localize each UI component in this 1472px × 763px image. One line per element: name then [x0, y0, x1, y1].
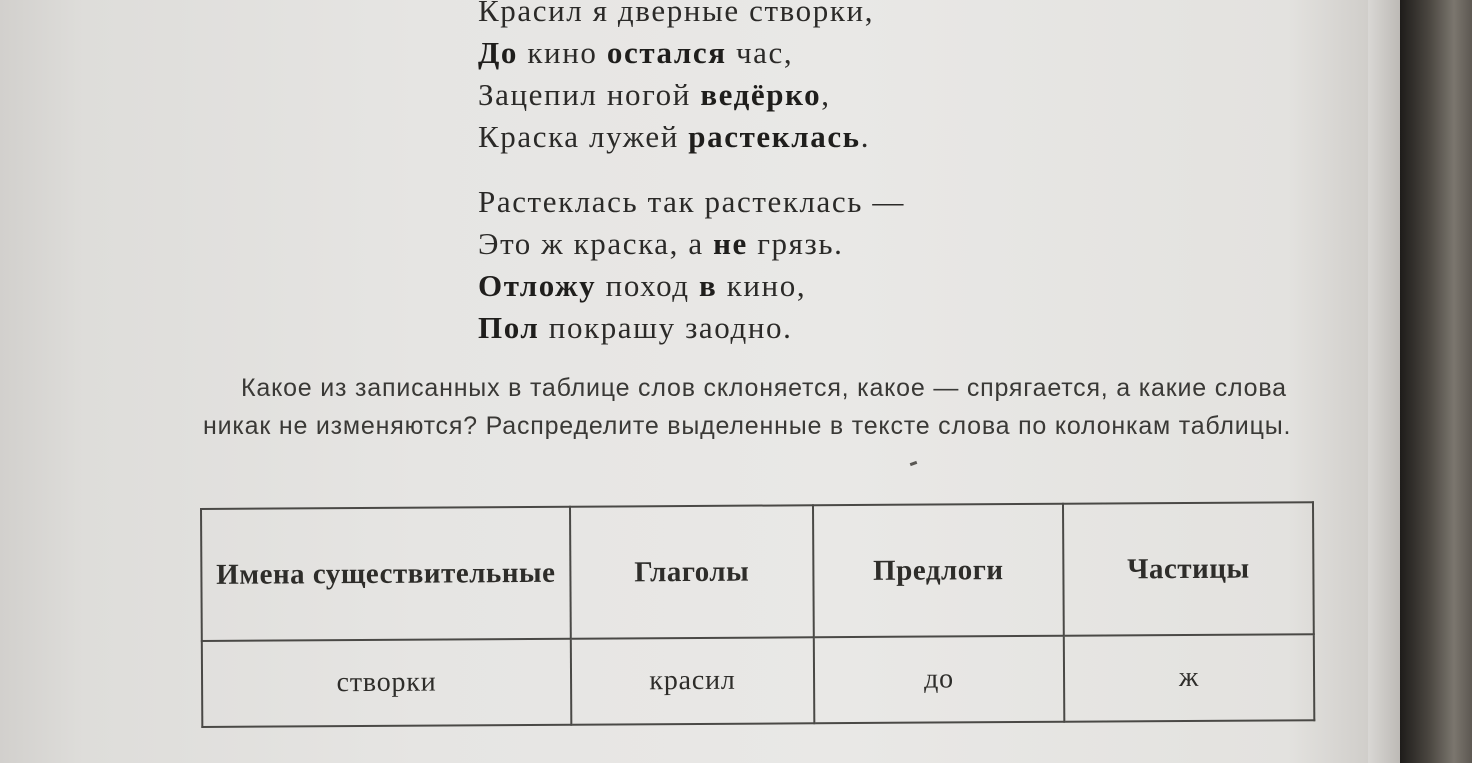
table-header-row: [201, 502, 1314, 641]
cell-particle: ж: [1064, 634, 1314, 722]
poem-highlighted-word: Отложу: [478, 268, 597, 303]
poem-highlighted-word: До: [478, 35, 519, 70]
header-verbs: Глаголы: [570, 505, 814, 638]
poem-line: [478, 223, 905, 265]
poem-line: [478, 0, 874, 32]
poem-highlighted-word: Пол: [478, 310, 540, 345]
poem-line: [478, 265, 905, 307]
table-row: [202, 634, 1315, 727]
poem-highlighted-word: не: [713, 226, 748, 261]
header-particles: Частицы: [1063, 502, 1314, 636]
poem-text: .: [860, 119, 871, 154]
poem-highlighted-word: ведёрко: [700, 77, 822, 112]
poem-text: Это ж краска, а: [478, 226, 714, 261]
poem-text: кино,: [717, 268, 807, 303]
poem-text: Растеклась так растеклась —: [478, 184, 905, 219]
poem-line: [478, 32, 874, 74]
poem-text: покрашу заодно.: [539, 310, 793, 345]
word-classification-table: [200, 501, 1315, 728]
poem-line: [478, 307, 905, 349]
header-prepositions: Предлоги: [813, 504, 1064, 638]
poem-text: Краска лужей: [478, 119, 689, 154]
task-instructions: Какое из записанных в таблице слов склоняется, какое — спрягается, а какие слова никак не изменяются? Распределите выделенные в тексте слова по колонкам таблицы.: [203, 374, 1292, 440]
poem-line: [478, 74, 874, 116]
poem-text: час,: [726, 35, 794, 70]
poem-text: ,: [821, 77, 831, 112]
header-nouns: Имена существительные: [201, 507, 571, 641]
background-surface: [1400, 0, 1472, 763]
poem-highlighted-word: растеклась: [688, 119, 861, 154]
poem-text: кино: [518, 35, 607, 70]
poem-stanza-2: [478, 181, 905, 349]
poem-stanza-1: [478, 0, 874, 158]
poem-highlighted-word: остался: [606, 35, 727, 70]
poem-text: Зацепил ногой: [478, 77, 701, 112]
cell-verb: красил: [571, 637, 814, 724]
poem-text: грязь.: [747, 226, 844, 261]
cell-noun: створки: [202, 639, 571, 727]
poem-text: поход: [596, 268, 699, 303]
poem-text: Красил я дверные створки,: [478, 0, 875, 28]
poem-line: [478, 116, 874, 158]
cell-preposition: до: [814, 636, 1065, 724]
pen-mark: [910, 461, 918, 466]
poem-line: [478, 181, 905, 223]
poem-highlighted-word: в: [699, 268, 718, 303]
page-edge-shadow: [1368, 0, 1400, 763]
